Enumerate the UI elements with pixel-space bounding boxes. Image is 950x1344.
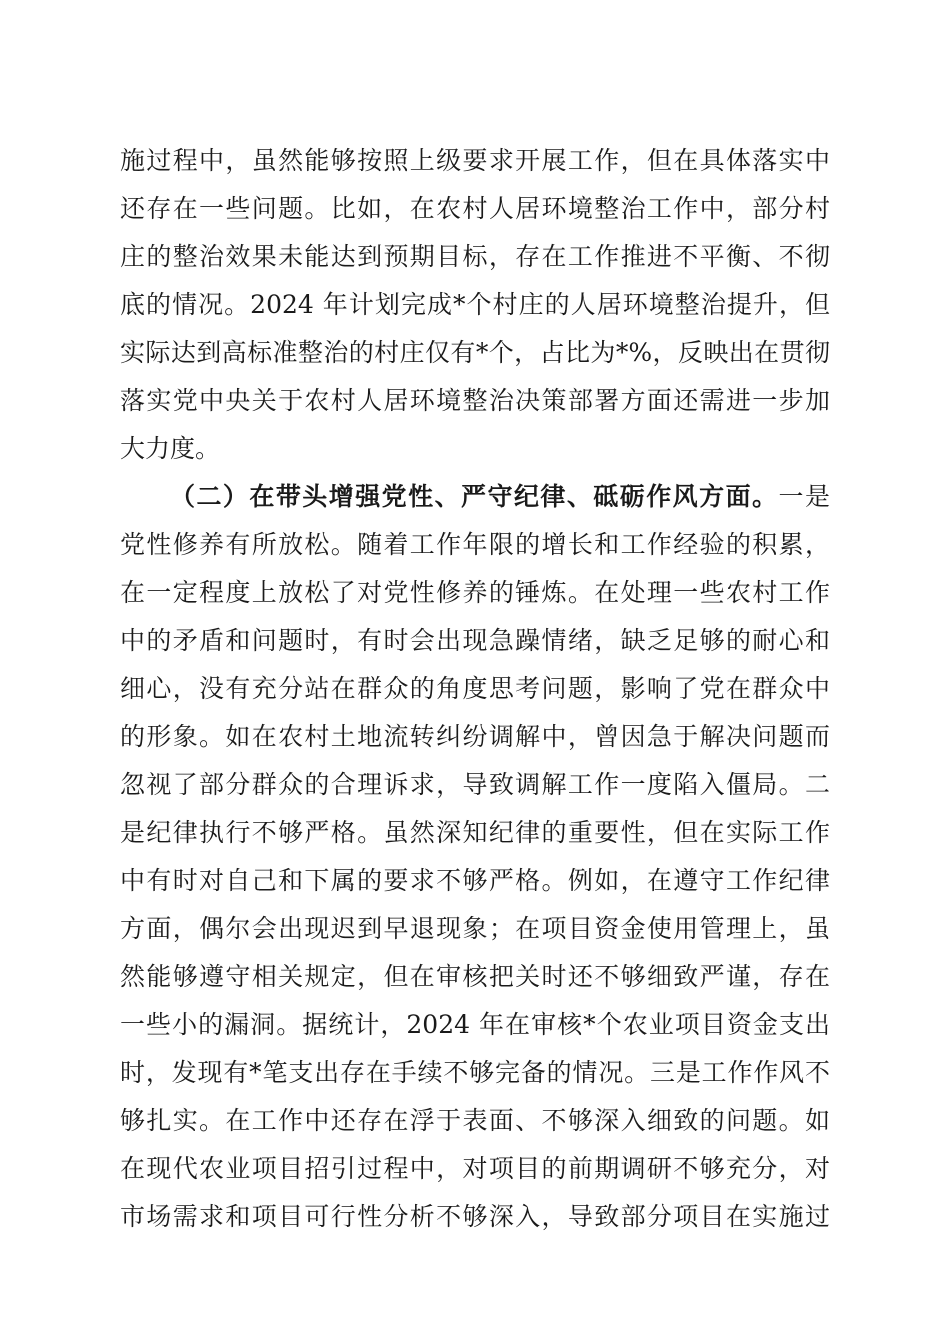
section-heading: （二）在带头增强党性、严守纪律、砥砺作风方面。 bbox=[170, 482, 779, 511]
paragraph-line: 施过程中，虽然能够按照上级要求开展工作，但在具体落实中 bbox=[120, 146, 830, 175]
section-heading-tail: 一是 bbox=[778, 482, 830, 511]
paragraph-line: 的形象。如在农村土地流转纠纷调解中，曾因急于解决问题而 bbox=[120, 722, 830, 751]
paragraph-line: 方面，偶尔会出现迟到早退现象；在项目资金使用管理上，虽 bbox=[120, 914, 830, 943]
paragraph-line: 在一定程度上放松了对党性修养的锤炼。在处理一些农村工作 bbox=[120, 578, 830, 607]
paragraph-line: 党性修养有所放松。随着工作年限的增长和工作经验的积累， bbox=[120, 530, 830, 559]
paragraph-line: 中的矛盾和问题时，有时会出现急躁情绪，缺乏足够的耐心和 bbox=[120, 626, 830, 655]
paragraph-line: 落实党中央关于农村人居环境整治决策部署方面还需进一步加 bbox=[120, 386, 830, 415]
paragraph-line: 庄的整治效果未能达到预期目标，存在工作推进不平衡、不彻 bbox=[120, 242, 830, 271]
paragraph-line: 然能够遵守相关规定，但在审核把关时还不够细致严谨，存在 bbox=[120, 962, 830, 991]
paragraph-line: 大力度。 bbox=[120, 434, 221, 463]
paragraph-line: 时，发现有*笔支出存在手续不够完备的情况。三是工作作风不 bbox=[120, 1058, 830, 1087]
section-heading-line bbox=[170, 477, 830, 517]
paragraph-line: 底的情况。2024 年计划完成*个村庄的人居环境整治提升，但 bbox=[120, 290, 830, 319]
paragraph-line: 市场需求和项目可行性分析不够深入，导致部分项目在实施过 bbox=[120, 1202, 830, 1231]
paragraph-line: 够扎实。在工作中还存在浮于表面、不够深入细致的问题。如 bbox=[120, 1106, 830, 1135]
paragraph-line: 细心，没有充分站在群众的角度思考问题，影响了党在群众中 bbox=[120, 674, 830, 703]
paragraph-line: 是纪律执行不够严格。虽然深知纪律的重要性，但在实际工作 bbox=[120, 818, 830, 847]
paragraph-line: 忽视了部分群众的合理诉求，导致调解工作一度陷入僵局。二 bbox=[120, 770, 830, 799]
paragraph-line: 在现代农业项目招引过程中，对项目的前期调研不够充分，对 bbox=[120, 1154, 830, 1183]
paragraph-line: 实际达到高标准整治的村庄仅有*个，占比为*%，反映出在贯彻 bbox=[120, 338, 830, 367]
paragraph-line: 中有时对自己和下属的要求不够严格。例如，在遵守工作纪律 bbox=[120, 866, 830, 895]
paragraph-line: 一些小的漏洞。据统计，2024 年在审核*个农业项目资金支出 bbox=[120, 1010, 830, 1039]
paragraph-line: 还存在一些问题。比如，在农村人居环境整治工作中，部分村 bbox=[120, 194, 830, 223]
